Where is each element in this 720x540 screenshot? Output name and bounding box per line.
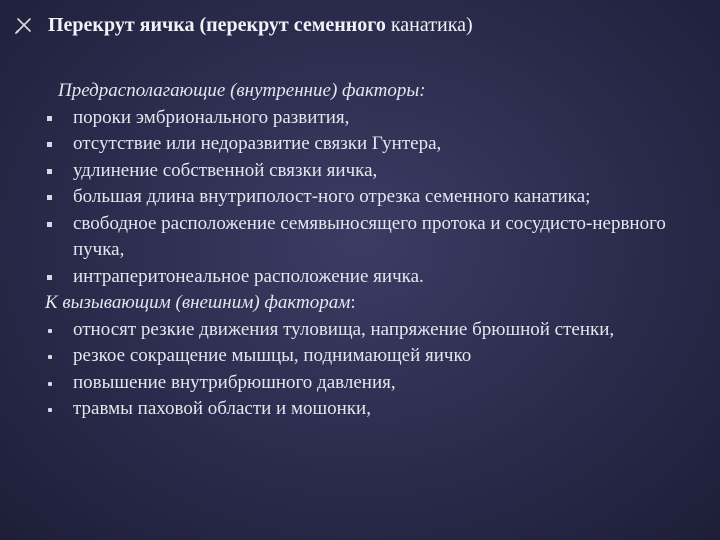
title-row [12,12,473,38]
list-item [40,105,700,132]
list-item-text: травмы паховой области и мошонки, [73,398,371,419]
bullet-icon [47,169,52,174]
bullet-icon [47,195,52,200]
list-item [40,131,700,158]
bullet-icon [47,116,52,121]
list-item-text: свободное расположение семявыносящего протока и сосудисто-нервного пучка, [73,212,666,260]
list-item-text: резкое сокращение мышцы, поднимающей яичко [73,345,472,366]
bullet-icon [47,142,52,147]
list-item-text: удлинение собственной связки яичка, [73,159,378,181]
list-item-text: повышение внутрибрюшного давления, [73,371,396,393]
list-item-text: пороки эмбрионального развития, [73,106,350,128]
heading-external-italic: К вызывающим (внешним) факторам [45,292,351,313]
list-item [40,343,700,370]
crossed-pencil-icon [12,15,34,37]
list-item-text: интраперитонеальное расположение яичка. [73,265,424,287]
list-item-text: отсутствие или недоразвитие связки Гунтера, [73,133,442,154]
title-rest-text: канатика) [385,14,473,36]
list-item [40,317,700,344]
bullet-icon [47,222,52,227]
list-item [40,184,700,211]
heading-external-factors [45,290,700,317]
slide-content [40,78,700,423]
list-item [40,370,700,397]
bullet-icon [47,275,52,280]
slide-title [48,12,473,38]
heading-internal-factors: Предрасполагающие (внутренние) факторы: [58,80,426,101]
list-item [40,264,700,291]
title-bold-text: Перекрут яичка (перекрут семенного [48,14,386,36]
list-item [40,211,700,264]
list-item-text: относят резкие движения туловища, напряжение брюшной стенки, [73,318,615,340]
list-item-text: большая длина внутриполост-ного отрезка семенного канатика; [73,186,591,207]
list-item [40,158,700,185]
bullet-icon [48,355,52,359]
list-item [40,396,700,423]
bullet-icon [48,329,52,333]
heading-external-colon: : [350,292,356,313]
bullet-icon [48,382,52,386]
bullet-icon [48,408,52,412]
